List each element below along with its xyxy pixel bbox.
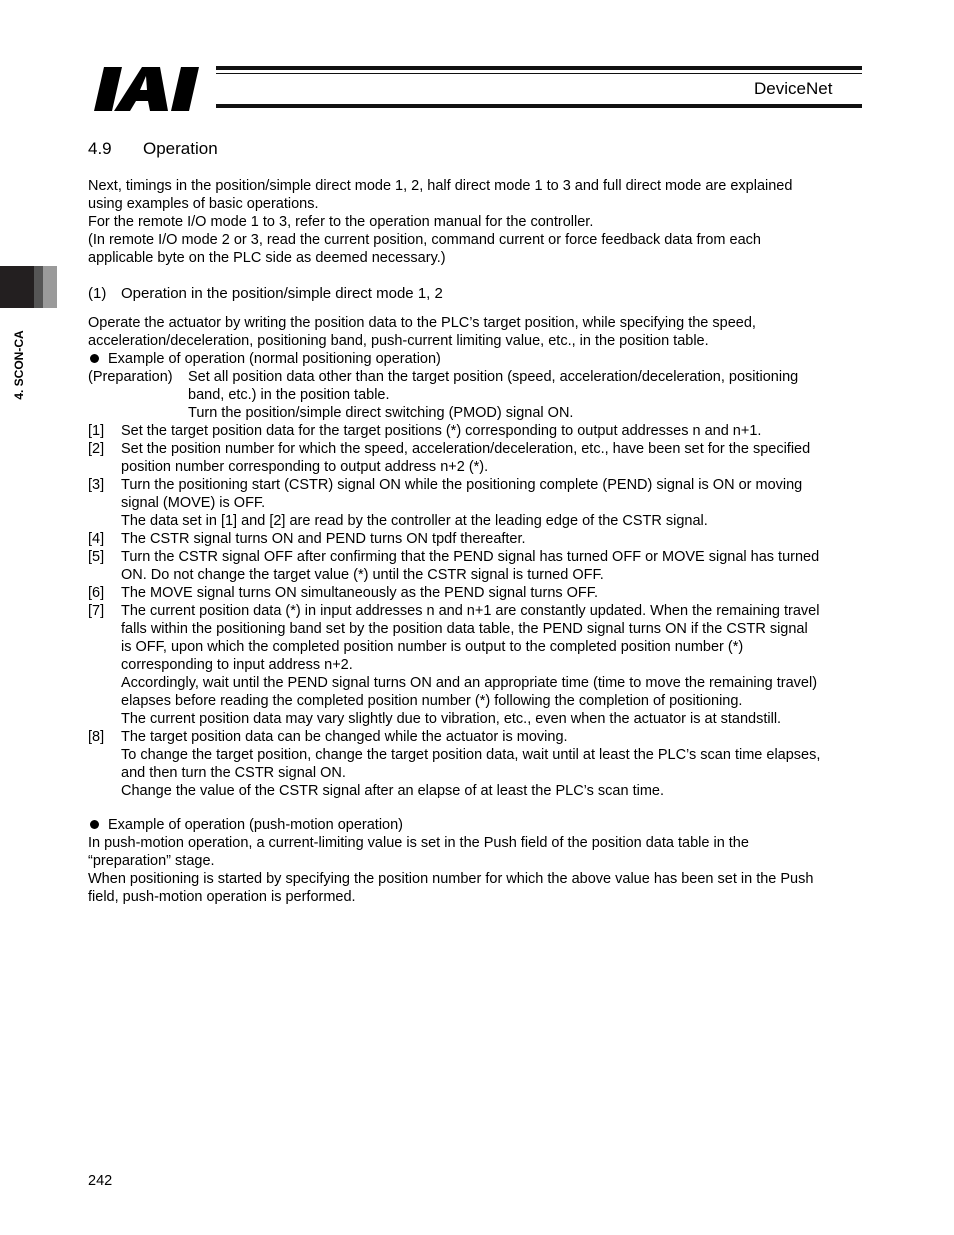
step-item [88,548,878,584]
page-number: 242 [88,1173,113,1189]
step-number: [8] [88,729,105,745]
section-heading [88,139,218,159]
operation-body [88,314,878,800]
text-line: is OFF, upon which the completed position number is output to the completed position number (*) [121,639,744,655]
text-line: Turn the CSTR signal OFF after confirming that the PEND signal has turned OFF or MOVE signal has turned [121,549,820,565]
text-line: To change the target position, change the target position data, wait until at least the PLC’s scan time elapses, [121,747,821,763]
text-line: Turn the position/simple direct switching (PMOD) signal ON. [188,405,574,421]
text-line: Accordingly, wait until the PEND signal turns ON and an appropriate time (time to move the remaining travel) [121,675,818,691]
header-title: DeviceNet [754,79,833,98]
text-line: acceleration/deceleration, positioning band, push-current limiting value, etc., in the position table. [88,333,709,349]
text-line: field, push-motion operation is performed. [88,889,356,905]
example-title: Example of operation (push-motion operation) [108,817,403,833]
text-line: The data set in [1] and [2] are read by the controller at the leading edge of the CSTR signal. [121,513,708,529]
text-line: using examples of basic operations. [88,196,319,212]
chapter-tab-label: 4. SCON-CA [12,330,26,400]
bullet-icon [90,354,99,363]
text-line: Next, timings in the position/simple direct mode 1, 2, half direct mode 1 to 3 and full direct mode are explained [88,178,793,194]
chapter-tab-block [0,266,34,308]
example-title: Example of operation (normal positioning operation) [108,351,441,367]
step-number: [5] [88,549,105,565]
header-rule-mid [216,73,862,74]
push-motion-example [88,816,878,906]
text-line: Change the value of the CSTR signal after an elapse of at least the PLC’s scan time. [121,783,664,799]
preparation-label: (Preparation) [88,369,173,385]
subsection-number: (1) [88,285,107,302]
text-line: and then turn the CSTR signal ON. [121,765,346,781]
step-number: [4] [88,531,105,547]
step-item [88,602,878,728]
subsection-title: Operation in the position/simple direct mode 1, 2 [121,285,443,302]
subsection-heading [88,285,878,303]
text-line: The target position data can be changed while the actuator is moving. [121,729,568,745]
text-line: (In remote I/O mode 2 or 3, read the current position, command current or force feedback data from each [88,232,761,248]
text-line: Set the target position data for the target positions (*) corresponding to output addresses n and n+1. [121,423,762,439]
text-line: falls within the positioning band set by the position data table, the PEND signal turns ON if the CSTR signal [121,621,808,637]
example-heading [88,350,878,368]
step-number: [7] [88,603,105,619]
intro-paragraph [88,177,878,267]
step-number: [2] [88,441,105,457]
step-number: [3] [88,477,105,493]
text-line: applicable byte on the PLC side as deemed necessary.) [88,250,446,266]
header-rule-top [216,66,862,70]
step-item [88,530,878,548]
section-title: Operation [143,139,218,158]
step-number: [1] [88,423,105,439]
text-line: Set the position number for which the speed, acceleration/deceleration, etc., have been set for the specified [121,441,811,457]
step-number: [6] [88,585,105,601]
text-line: elapses before reading the completed position number (*) following the completion of positioning. [121,693,743,709]
step-item [88,728,878,800]
chapter-tab-strip [43,266,57,308]
text-line: corresponding to input address n+2. [121,657,353,673]
text-line: The MOVE signal turns ON simultaneously as the PEND signal turns OFF. [121,585,599,601]
step-item [88,584,878,602]
text-line: The CSTR signal turns ON and PEND turns ON tpdf thereafter. [121,531,526,547]
text-line: ON. Do not change the target value (*) until the CSTR signal is turned OFF. [121,567,604,583]
text-line: Turn the positioning start (CSTR) signal ON while the positioning complete (PEND) signal is ON or moving [121,477,803,493]
step-item [88,440,878,476]
preparation-block [88,368,878,422]
step-item [88,476,878,530]
text-line: When positioning is started by specifying the position number for which the above value has been set in the Push [88,871,814,887]
text-line: Operate the actuator by writing the position data to the PLC’s target position, while specifying the speed, [88,315,756,331]
text-line: Set all position data other than the target position (speed, acceleration/deceleration, positioning [188,369,799,385]
text-line: For the remote I/O mode 1 to 3, refer to the operation manual for the controller. [88,214,594,230]
text-line: “preparation” stage. [88,853,215,869]
text-line: position number corresponding to output address n+2 (*). [121,459,489,475]
example-heading [88,816,878,834]
step-item [88,422,878,440]
chapter-tab-strip [34,266,43,308]
text-line: The current position data may vary slightly due to vibration, etc., even when the actuator is at standstill. [121,711,782,727]
section-number: 4.9 [88,139,112,158]
text-line: signal (MOVE) is OFF. [121,495,266,511]
text-line: band, etc.) in the position table. [188,387,390,403]
header-rule-bottom [216,104,862,108]
bullet-icon [90,820,99,829]
iai-logo [92,66,210,112]
text-line: The current position data (*) in input addresses n and n+1 are constantly updated. When the remaining travel [121,603,820,619]
text-line: In push-motion operation, a current-limiting value is set in the Push field of the position data table in the [88,835,749,851]
